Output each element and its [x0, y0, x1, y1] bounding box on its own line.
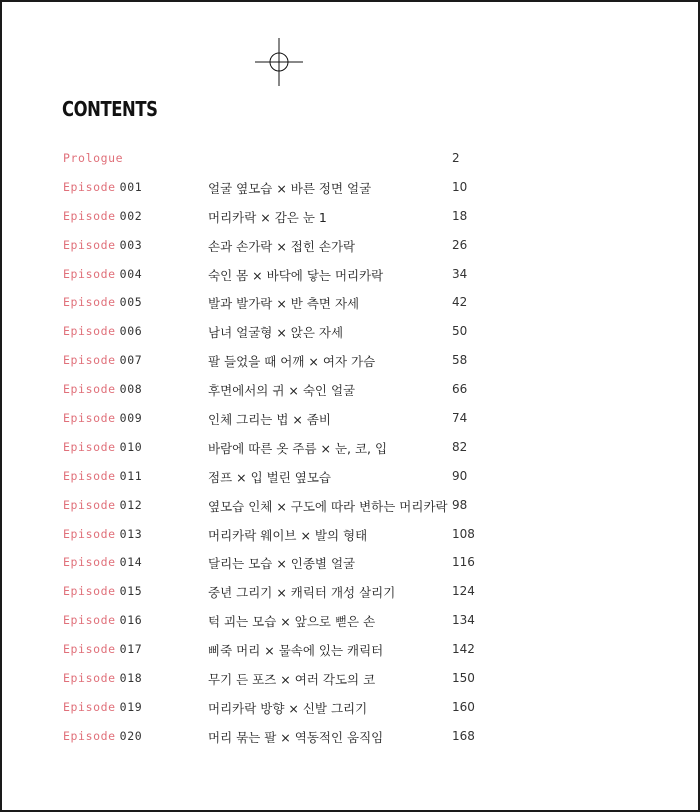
entry-label — [63, 555, 142, 569]
entry-number: 005 — [119, 295, 143, 310]
entry-number: 003 — [119, 237, 143, 252]
entry-number: 020 — [119, 728, 143, 743]
entry-label-text: Episode — [63, 411, 116, 426]
entry-label-text: Episode — [63, 584, 116, 599]
entry-label-text: Episode — [63, 439, 116, 454]
toc-entry[interactable] — [0, 174, 700, 203]
toc-entry[interactable] — [0, 549, 700, 578]
entry-page-number: 34 — [452, 266, 468, 281]
entry-label — [63, 469, 142, 483]
entry-number: 013 — [119, 526, 143, 541]
entry-title: 무기 든 포즈 × 여러 각도의 코 — [208, 672, 376, 688]
registration-mark-icon — [255, 38, 303, 86]
entry-label — [63, 411, 142, 425]
entry-number: 010 — [119, 439, 143, 454]
entry-number: 016 — [119, 613, 143, 628]
entry-title: 턱 괴는 모습 × 앞으로 뻗은 손 — [208, 614, 376, 630]
entry-title: 머리 묶는 팔 × 역동적인 움직임 — [208, 729, 384, 745]
entry-title: 후면에서의 귀 × 숙인 얼굴 — [208, 383, 356, 399]
table-of-contents — [0, 145, 700, 752]
entry-title: 손과 손가락 × 접힌 손가락 — [208, 238, 356, 254]
entry-label — [63, 584, 142, 598]
entry-label-text: Episode — [63, 526, 116, 541]
entry-number: 001 — [119, 179, 143, 194]
toc-entry[interactable] — [0, 376, 700, 405]
toc-entry[interactable] — [0, 492, 700, 521]
entry-title: 머리카락 방향 × 신발 그리기 — [208, 700, 368, 716]
entry-label-text: Episode — [63, 266, 116, 281]
contents-heading: CONTENTS — [62, 97, 158, 121]
toc-entry[interactable] — [0, 463, 700, 492]
entry-title: 발과 발가락 × 반 측면 자세 — [208, 296, 360, 312]
entry-label-text: Episode — [63, 237, 116, 252]
entry-label-text: Episode — [63, 353, 116, 368]
entry-title: 얼굴 옆모습 × 바른 정면 얼굴 — [208, 180, 372, 196]
entry-title: 달리는 모습 × 인종별 얼굴 — [208, 556, 356, 572]
toc-entry[interactable] — [0, 405, 700, 434]
entry-page-number: 58 — [452, 353, 468, 368]
entry-number: 007 — [119, 353, 143, 368]
entry-page-number: 10 — [452, 179, 468, 194]
entry-number: 006 — [119, 324, 143, 339]
entry-label — [63, 527, 142, 541]
entry-label-text: Episode — [63, 613, 116, 628]
entry-label — [63, 671, 142, 685]
entry-title: 옆모습 인체 × 구도에 따라 변하는 머리카락 — [208, 498, 448, 514]
entry-label-text: Episode — [63, 671, 116, 686]
entry-page-number: 142 — [452, 642, 475, 657]
entry-page-number: 98 — [452, 497, 468, 512]
entry-page-number: 124 — [452, 584, 475, 599]
entry-number: 015 — [119, 584, 143, 599]
entry-label — [63, 151, 123, 165]
entry-number: 018 — [119, 671, 143, 686]
entry-title: 중년 그리기 × 캐릭터 개성 살리기 — [208, 585, 396, 601]
entry-page-number: 116 — [452, 555, 475, 570]
toc-entry[interactable] — [0, 347, 700, 376]
entry-number: 014 — [119, 555, 143, 570]
entry-number: 017 — [119, 642, 143, 657]
entry-number: 019 — [119, 699, 143, 714]
entry-page-number: 66 — [452, 382, 468, 397]
entry-title: 머리카락 웨이브 × 발의 형태 — [208, 527, 368, 543]
entry-label — [63, 238, 142, 252]
toc-entry[interactable] — [0, 723, 700, 752]
entry-label — [63, 700, 142, 714]
toc-entry[interactable] — [0, 694, 700, 723]
entry-number: 002 — [119, 208, 143, 223]
entry-label — [63, 642, 142, 656]
entry-page-number: 26 — [452, 237, 468, 252]
entry-label-text: Episode — [63, 208, 116, 223]
entry-label — [63, 209, 142, 223]
entry-title: 숙인 몸 × 바닥에 닿는 머리카락 — [208, 267, 384, 283]
toc-entry[interactable] — [0, 607, 700, 636]
entry-title: 삐죽 머리 × 물속에 있는 캐릭터 — [208, 643, 384, 659]
entry-label-text: Episode — [63, 382, 116, 397]
entry-label — [63, 613, 142, 627]
entry-page-number: 74 — [452, 411, 468, 426]
entry-page-number: 150 — [452, 671, 475, 686]
entry-label — [63, 382, 142, 396]
toc-entry[interactable] — [0, 203, 700, 232]
entry-page-number: 18 — [452, 208, 468, 223]
entry-page-number: 50 — [452, 324, 468, 339]
toc-entry[interactable] — [0, 261, 700, 290]
entry-page-number: 42 — [452, 295, 468, 310]
entry-page-number: 108 — [452, 526, 475, 541]
entry-label — [63, 267, 142, 281]
toc-entry[interactable] — [0, 318, 700, 347]
entry-label-text: Episode — [63, 324, 116, 339]
entry-label — [63, 498, 142, 512]
entry-label — [63, 324, 142, 338]
entry-page-number: 134 — [452, 613, 475, 628]
entry-label — [63, 295, 142, 309]
toc-entry[interactable] — [0, 665, 700, 694]
entry-label-text: Episode — [63, 497, 116, 512]
entry-title: 남녀 얼굴형 × 앉은 자세 — [208, 325, 344, 341]
toc-entry[interactable] — [0, 521, 700, 550]
toc-entry[interactable] — [0, 145, 700, 174]
entry-page-number: 2 — [452, 151, 460, 165]
entry-label — [63, 180, 142, 194]
entry-title: 팔 들었을 때 어깨 × 여자 가슴 — [208, 354, 376, 370]
toc-entry[interactable] — [0, 232, 700, 261]
entry-number: 011 — [119, 468, 143, 483]
toc-entry[interactable] — [0, 636, 700, 665]
entry-label-text: Episode — [63, 468, 116, 483]
entry-title: 바람에 따른 옷 주름 × 눈, 코, 입 — [208, 440, 388, 456]
entry-label-text: Episode — [63, 179, 116, 194]
entry-label — [63, 353, 142, 367]
entry-number: 009 — [119, 411, 143, 426]
toc-entry[interactable] — [0, 434, 700, 463]
entry-page-number: 82 — [452, 439, 468, 454]
entry-label-text: Prologue — [63, 151, 124, 165]
entry-title: 머리카락 × 감은 눈 1 — [208, 209, 327, 225]
entry-title: 점프 × 입 벌린 옆모습 — [208, 469, 331, 485]
toc-entry[interactable] — [0, 289, 700, 318]
entry-label-text: Episode — [63, 699, 116, 714]
entry-number: 012 — [119, 497, 143, 512]
entry-label-text: Episode — [63, 642, 116, 657]
entry-page-number: 160 — [452, 699, 475, 714]
entry-label-text: Episode — [63, 555, 116, 570]
entry-label-text: Episode — [63, 728, 116, 743]
entry-number: 008 — [119, 382, 143, 397]
entry-number: 004 — [119, 266, 143, 281]
entry-label — [63, 440, 142, 454]
toc-entry[interactable] — [0, 578, 700, 607]
entry-label-text: Episode — [63, 295, 116, 310]
entry-title: 인체 그리는 법 × 좀비 — [208, 412, 331, 428]
entry-label — [63, 729, 142, 743]
entry-page-number: 90 — [452, 468, 468, 483]
entry-page-number: 168 — [452, 728, 475, 743]
